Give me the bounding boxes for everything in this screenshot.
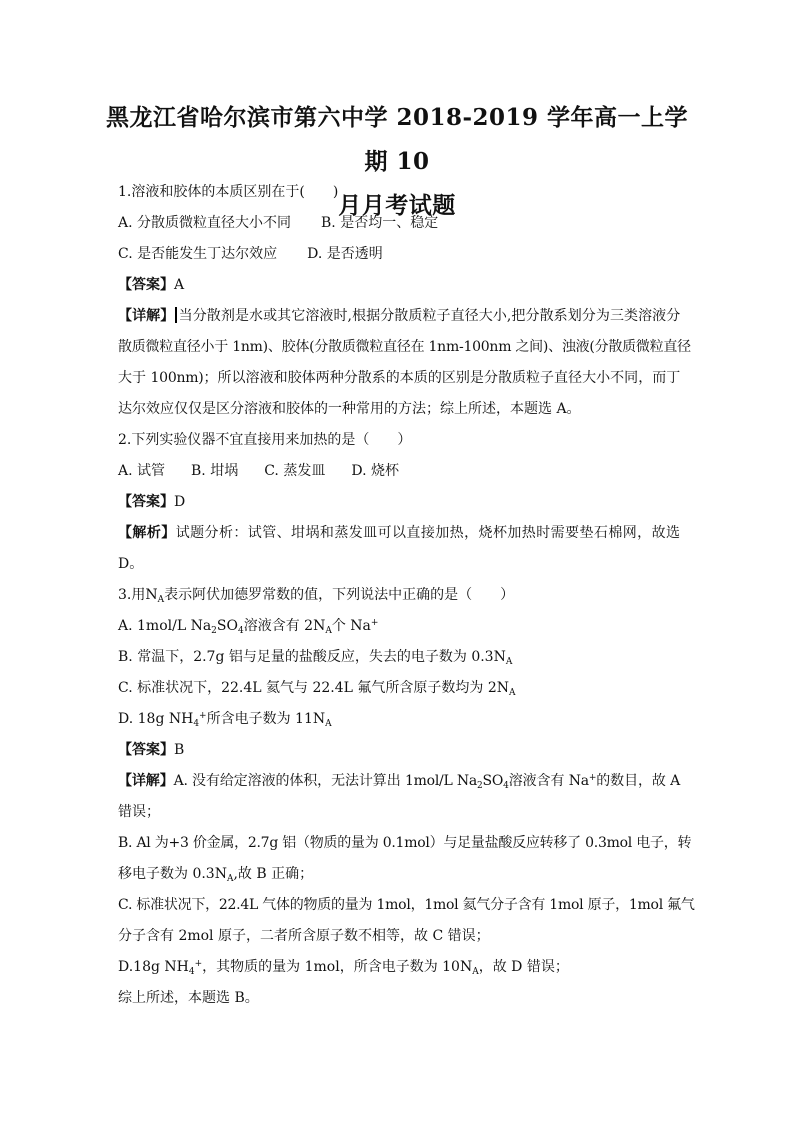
q3-option-c: [118, 673, 680, 704]
q3-option-b-text: B. 常温下，2.7g 铝与足量的盐酸反应，失去的电子数为 0.3N: [118, 649, 506, 665]
q3-detail-b-line-2: [118, 859, 680, 890]
q2-option-a: A. 试管: [118, 463, 166, 479]
document-body: [118, 177, 695, 1014]
q1-detail-line-2: 散质微粒直径小于 1nm)、胶体(分散质微粒直径在 1nm-100nm 之间)、浊液(分散质微粒直径: [118, 339, 691, 355]
q3-option-a-so: SO: [216, 618, 238, 634]
q1-answer-label: 【答案】: [118, 277, 174, 293]
q2-answer-label: 【答案】: [118, 494, 174, 510]
q3-detail-a-sub-2: 2: [477, 781, 483, 791]
q3-stem-n: N: [145, 587, 158, 603]
q1-option-d: D. 是否透明: [307, 246, 383, 262]
title-line-1: 黑龙江省哈尔滨市第六中学 2018-2019 学年高一上学期 10: [105, 104, 689, 175]
q1-option-b: B. 是否均一、稳定: [321, 215, 439, 231]
q3-detail-c-line-2: 分子含有 2mol 原子，二者所含原子数不相等，故 C 错误；: [118, 928, 490, 944]
q3-option-a-sup-plus: +: [370, 618, 379, 628]
q2-answer-value: D: [174, 494, 186, 510]
q3-summary: 综上所述，本题选 B。: [118, 990, 259, 1006]
q3-detail-d-sub-4: 4: [188, 967, 195, 977]
q3-option-b-sub-a: A: [505, 657, 513, 667]
q3-detail-a-text-3: 的数目，故 A: [596, 773, 681, 789]
q1-option-c: C. 是否能发生丁达尔效应: [118, 246, 278, 262]
q3-option-d-sup-plus: +: [199, 711, 207, 721]
q3-answer-value: B: [174, 742, 185, 758]
q1-options-cd: [118, 239, 680, 270]
q3-option-b: [118, 642, 680, 673]
q1-option-a: A. 分散质微粒直径大小不同: [118, 215, 292, 231]
q1-detail-line-4: 达尔效应仅仅是区分溶液和胶体的一种常用的方法；综上所述，本题选 A。: [118, 401, 581, 417]
q1-answer-value: A: [174, 277, 185, 293]
q2-analysis-line-1: [118, 518, 680, 549]
q3-detail-a-so: SO: [482, 773, 504, 789]
q3-option-d-text-1: D. 18g NH: [118, 711, 194, 727]
q3-detail-d-text-3: ，故 D 错误；: [478, 959, 569, 975]
q2-analysis-text-1: 试题分析：试管、坩埚和蒸发皿可以直接加热，烧杯加热时需要垫石棉网，故选: [175, 525, 681, 541]
q3-option-a-sub-4: 4: [237, 626, 244, 636]
q1-detail-text-1: 当分散剂是水或其它溶液时,根据分散质粒子直径大小,把分散系划分为三类溶液分: [178, 308, 681, 324]
q3-option-a-sub-2: 2: [211, 626, 217, 636]
q3-stem-sub-a: A: [157, 595, 165, 605]
q3-answer-label: 【答案】: [118, 742, 174, 758]
title-line-2: 月月考试题: [338, 192, 456, 219]
q3-option-d-sub-4: 4: [193, 719, 200, 729]
q3-stem: [118, 580, 680, 611]
q3-detail-b-text-2: 移电子数为 0.3N: [118, 866, 227, 882]
q3-detail-b-text-3: ,故 B 正确；: [233, 866, 314, 882]
q2-option-c: C. 蒸发皿: [264, 463, 326, 479]
q1-options-ab: [118, 208, 680, 239]
q3-option-a-text-2: 溶液含有 2N: [243, 618, 326, 634]
q3-detail-a-sup-plus: +: [588, 773, 597, 783]
q2-answer: [118, 487, 680, 518]
q3-answer: [118, 735, 680, 766]
q1-detail-line-3: 大于 100nm)；所以溶液和胶体两种分散系的本质的区别是分散质粒子直径大小不同，而丁: [118, 370, 680, 386]
q3-option-d-text-2: 所含电子数为 11N: [206, 711, 326, 727]
q2-option-d: D. 烧杯: [351, 463, 399, 479]
q3-option-c-text: C. 标准状况下，22.4L 氦气与 22.4L 氟气所含原子数均为 2N: [118, 680, 510, 696]
q3-detail-d-sup-plus: +: [194, 959, 203, 969]
q3-detail-d-line: [118, 952, 680, 983]
q3-detail-a-line-2: 错误；: [118, 804, 160, 820]
q1-answer: [118, 270, 680, 301]
q3-detail-label: 【详解】: [118, 773, 174, 789]
q3-detail-b-line-1: B. Al 为+3 价金属，2.7g 铝（物质的量为 0.1mol）与足量盐酸反应转移了 0.3mol 电子，转: [118, 835, 692, 851]
q1-detail-label: 【详解】: [118, 308, 175, 324]
q3-detail-a-text-2: 溶液含有 Na: [508, 773, 589, 789]
q3-detail-d-text-2: ，其物质的量为 1mol，所含电子数为 10N: [202, 959, 473, 975]
q3-detail-a-line-1: [118, 766, 680, 797]
q2-analysis-label: 【解析】: [118, 525, 176, 541]
q3-detail-d-text-1: D.18g NH: [118, 959, 189, 975]
q1-detail-line-1: [118, 301, 680, 332]
q1-stem: 1.溶液和胶体的本质区别在于( ): [118, 184, 339, 200]
q3-option-d: [118, 704, 680, 735]
q3-option-c-sub-a: A: [509, 688, 516, 698]
text-cursor: [175, 307, 177, 323]
q3-option-a-sub-a: A: [325, 626, 332, 636]
q3-option-d-sub-a: A: [325, 719, 332, 729]
q3-stem-pre: 3.用: [118, 587, 146, 603]
q3-detail-c-line-1: C. 标准状况下，22.4L 气体的物质的量为 1mol，1mol 氦气分子含有 1mol 原子，1mol 氟气: [118, 897, 695, 913]
q3-detail-a-sub-4: 4: [503, 781, 509, 791]
q2-stem: 2.下列实验仪器不宜直接用来加热的是（ ）: [118, 432, 412, 448]
q3-detail-b-sub-a: A: [226, 874, 234, 884]
q3-option-a-text-1: A. 1mol/L Na: [118, 618, 212, 634]
q2-analysis-line-2: D。: [118, 556, 144, 572]
q3-detail-a-text-1: A. 没有给定溶液的体积，无法计算出 1mol/L Na: [173, 773, 478, 789]
q3-option-a-text-3: 个 Na: [331, 618, 371, 634]
q2-option-b: B. 坩埚: [191, 463, 239, 479]
q3-detail-d-sub-a: A: [472, 967, 479, 977]
q2-options: [118, 456, 680, 487]
q3-stem-post: 表示阿伏加德罗常数的值，下列说法中正确的是（ ）: [164, 587, 515, 603]
q3-option-a: [118, 611, 680, 642]
